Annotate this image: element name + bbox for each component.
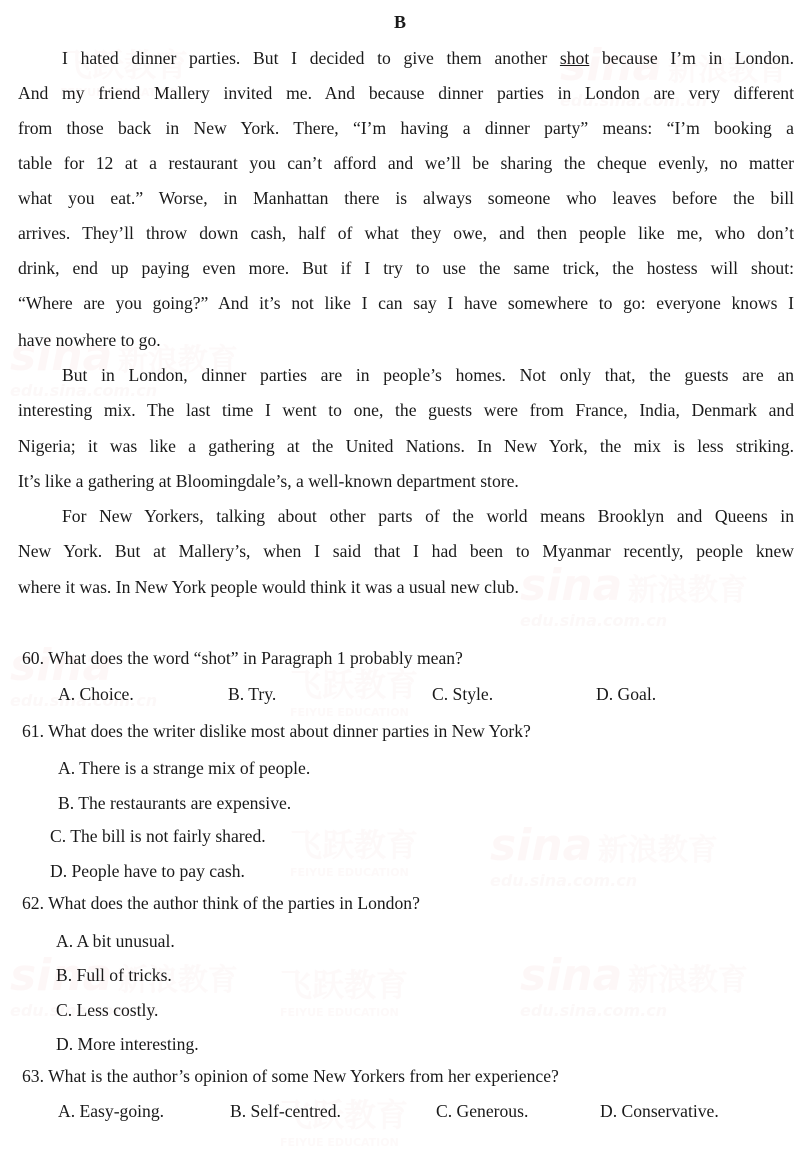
question-stem: 63. What is the author’s opinion of some New Yorkers from her experience? — [22, 1066, 559, 1086]
passage-line: New York. But at Mallery’s, when I said that I had been to Myanmar recently, people knew — [18, 541, 794, 561]
passage-line: For New Yorkers, talking about other parts of the world means Brooklyn and Queens in — [62, 506, 794, 526]
answer-option[interactable]: B. Self-centred. — [230, 1101, 341, 1121]
answer-option[interactable]: C. The bill is not fairly shared. — [50, 826, 266, 846]
question-stem: 60. What does the word “shot” in Paragraph 1 probably mean? — [22, 648, 463, 668]
passage-line: It’s like a gathering at Bloomingdale’s, a well-known department store. — [18, 471, 519, 491]
passage-line: “Where are you going?” And it’s not like I can say I have somewhere to go: everyone knows I — [18, 293, 794, 313]
answer-option[interactable]: A. There is a strange mix of people. — [58, 758, 311, 778]
passage-line: where it was. In New York people would think it was a usual new club. — [18, 577, 519, 597]
answer-option[interactable]: C. Generous. — [436, 1101, 529, 1121]
underlined-word: shot — [559, 48, 590, 68]
question-stem: 61. What does the writer dislike most about dinner parties in New York? — [22, 721, 531, 741]
passage-line: from those back in New York. There, “I’m having a dinner party” means: “I’m booking a — [18, 118, 794, 138]
answer-option[interactable]: B. Full of tricks. — [56, 965, 172, 985]
question-stem: 62. What does the author think of the parties in London? — [22, 893, 420, 913]
section-label: B — [393, 12, 406, 32]
passage-line: arrives. They’ll throw down cash, half of what they owe, and then people like me, who don’t — [18, 223, 794, 243]
passage-line: I hated dinner parties. But I decided to give them another shot because I’m in London. — [62, 48, 794, 68]
passage-line: interesting mix. The last time I went to one, the guests were from France, India, Denmark and — [18, 400, 794, 420]
answer-option[interactable]: D. Goal. — [596, 684, 657, 704]
passage-line: what you eat.” Worse, in Manhattan there is always someone who leaves before the bill — [18, 188, 794, 208]
answer-option[interactable]: A. A bit unusual. — [56, 931, 175, 951]
passage-line: And my friend Mallery invited me. And because dinner parties in London are very different — [18, 83, 794, 103]
passage-line: drink, end up paying even more. But if I try to use the same trick, the hostess will shout: — [18, 258, 794, 278]
answer-option[interactable]: A. Choice. — [58, 684, 134, 704]
passage-line: Nigeria; it was like a gathering at the United Nations. In New York, the mix is less striking. — [18, 436, 794, 456]
answer-option[interactable]: B. The restaurants are expensive. — [58, 793, 292, 813]
passage-line: But in London, dinner parties are in people’s homes. Not only that, the guests are an — [62, 365, 794, 385]
passage-line: have nowhere to go. — [18, 330, 161, 350]
answer-option[interactable]: D. Conservative. — [600, 1101, 719, 1121]
answer-option[interactable]: A. Easy-going. — [58, 1101, 165, 1121]
answer-option[interactable]: D. People have to pay cash. — [50, 861, 245, 881]
answer-option[interactable]: D. More interesting. — [56, 1034, 199, 1054]
answer-option[interactable]: B. Try. — [228, 684, 277, 704]
answer-option[interactable]: C. Style. — [432, 684, 494, 704]
answer-option[interactable]: C. Less costly. — [56, 1000, 159, 1020]
passage-line: table for 12 at a restaurant you can’t afford and we’ll be sharing the cheque evenly, no matter — [18, 153, 794, 173]
